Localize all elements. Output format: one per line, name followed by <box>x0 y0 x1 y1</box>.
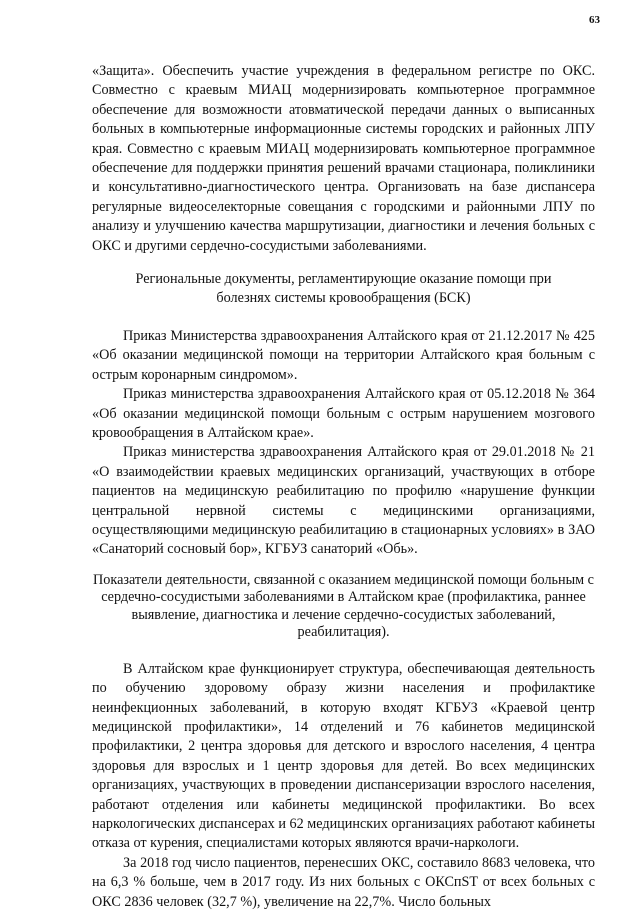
page-content <box>92 62 595 912</box>
paragraph-acs-statistics: За 2018 год число пациентов, перенесших ОКС, составило 8683 человека, что на 6,3 % больше, чем в 2017 году. Из них больных с ОКСпST от всех больных с ОКС 2836 человек (32,7 %), увеличение на 22,7%. Число больных <box>92 854 595 910</box>
order-rehabilitation: Приказ министерства здравоохранения Алтайского края от 29.01.2018 № 21 «О взаимодействии краевых медицинских организаций, участвующих в отборе пациентов на медицинскую реабилитацию по профилю «нарушение функции центральной нервной системы с медицинскими организациями, осуществляющими медицинскую реабилитацию в стационарных условиях» в ЗАО «Санаторий сосновый бор», КГБУЗ санаторий «Обь». <box>92 444 595 558</box>
section-heading-indicators: Показатели деятельности, связанной с оказанием медицинской помощи больным с сердечно-сосудистыми заболеваниями в Алтайском крае (профилактика, раннее выявление, диагностика и лечение сердечно-сосудистых заболеваний, реабилитация). <box>93 571 594 641</box>
paragraph-protection-measures: «Защита». Обеспечить участие учреждения в федеральном регистре по ОКС. Совместно с краевым МИАЦ модернизировать компьютерное программное обеспечение для возможности атовматической передачи данных о выписанных больных в компьютерные информационные системы городских и районных ЛПУ края. Совместно с краевым МИАЦ модернизировать компьютерное программное обеспечение для поддержки принятия решений врачами стационара, поликлиники и консультативно-диагностического центра. Организовать на базе диспансера регулярные видеоселекторные совещания с городскими и районными ЛПУ по анализу и улучшению качества маршрутизации, диагностики и лечения больных с ОКС и другими сердечно-сосудистыми заболеваниями. <box>92 63 595 254</box>
order-stroke: Приказ министерства здравоохранения Алтайского края от 05.12.2018 № 364 «Об оказании медицинской помощи больным с острым нарушением мозгового кровообращения в Алтайском крае». <box>92 386 595 441</box>
order-acs: Приказ Министерства здравоохранения Алтайского края от 21.12.2017 № 425 «Об оказании медицинской помощи на территории Алтайского края больным с острым коронарным синдромом». <box>92 327 595 383</box>
section-heading-regional-documents: Региональные документы, регламентирующие оказание помощи при болезнях системы кровообращения (БСК) <box>135 271 552 307</box>
page-number: 63 <box>589 14 600 26</box>
paragraph-prevention-structure: В Алтайском крае функционирует структура, обеспечивающая деятельность по обучению здоровому образу жизни населения и профилактике неинфекционных заболеваний, в которую входят КГБУЗ «Краевой центр медицинской профилактики», 14 отделений и 76 кабинетов медицинской профилактики, 2 центра здоровья для детского и взрослого населения, 4 центра здоровья для взрослых и 1 центр здоровья для детей. Во всех медицинских организациях, участвующих в проведении диспансеризации взрослого населения, работают отделения или кабинеты медицинской профилактики. Во всех наркологических диспансерах и 62 медицинских организациях работают кабинеты отказа от курения, специалистами которых являются врачи-наркологи. <box>92 660 595 852</box>
